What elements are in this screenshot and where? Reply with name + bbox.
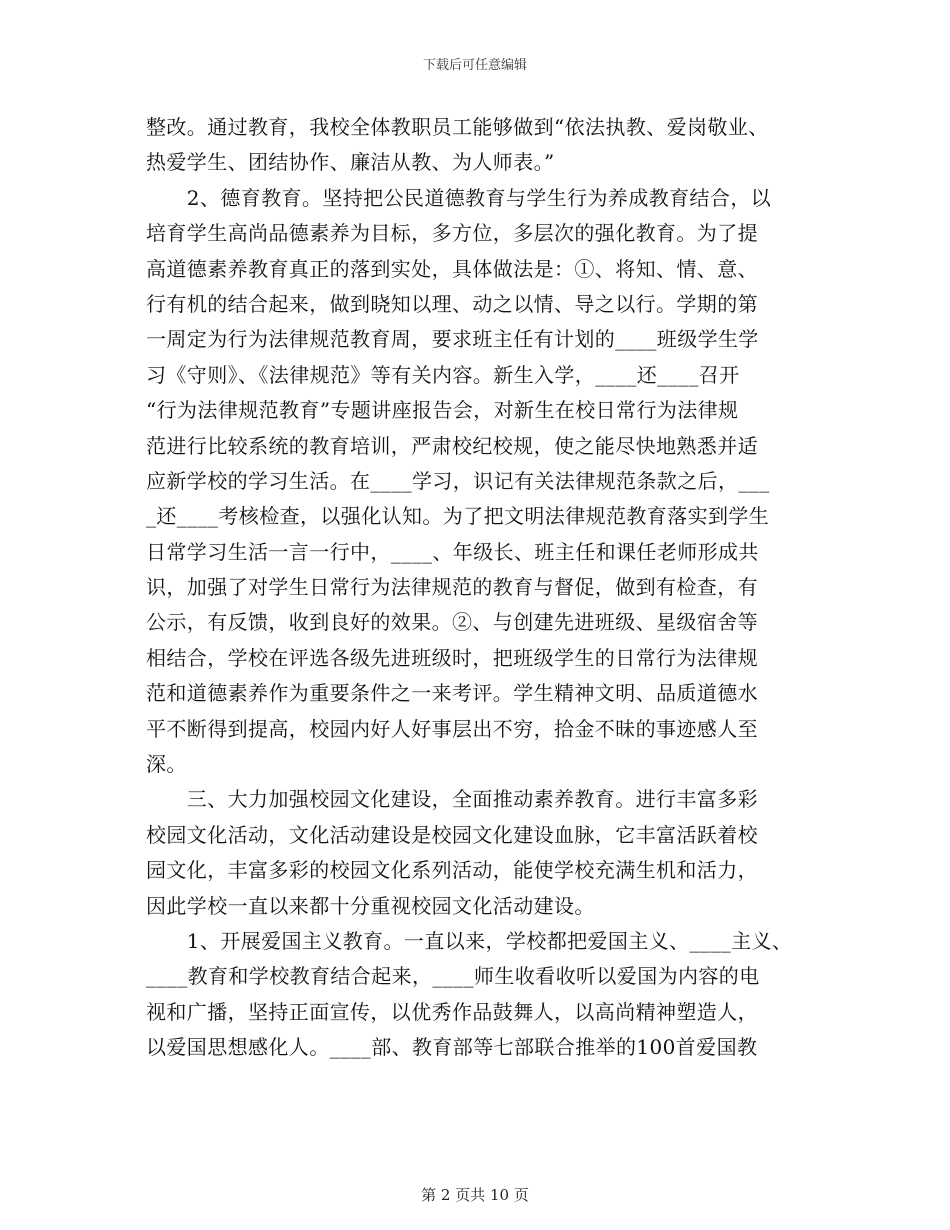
text-line: 一周定为行为法律规范教育周，要求班主任有计划的____班级学生学	[146, 327, 759, 352]
text-line: 范进行比较系统的教育培训，严肃校纪校规，使之能尽快地熟悉并适	[146, 433, 758, 458]
text-line: 2、德育教育。坚持把公民道德教育与学生行为养成教育结合，以	[146, 185, 772, 210]
text-line: “行为法律规范教育”专题讲座报告会，对新生在校日常行为法律规	[146, 398, 739, 423]
text-line: 园文化，丰富多彩的校园文化系列活动，能使学校充满生机和活力，	[146, 858, 758, 883]
text-line: 行有机的结合起来，做到晓知以理、动之以情、导之以行。学期的第	[146, 291, 758, 316]
text-line: 深。	[146, 752, 187, 777]
text-line: _还____考核检查，以强化认知。为了把文明法律规范教育落实到学生	[146, 504, 770, 529]
text-line: 日常学习生活一言一行中，____、年级长、班主任和课任老师形成共	[146, 539, 759, 564]
text-line: 应新学校的学习生活。在____学习，识记有关法律规范条款之后，___	[146, 468, 770, 493]
text-line: 因此学校一直以来都十分重视校园文化活动建设。	[146, 893, 595, 918]
text-line: ____教育和学校教育结合起来，____师生收看收听以爱国为内容的电	[146, 964, 760, 989]
text-line: 视和广播，坚持正面宣传，以优秀作品鼓舞人，以高尚精神塑造人，	[146, 999, 758, 1024]
text-line: 公示，有反馈，收到良好的效果。②、与创建先进班级、星级宿舍等	[146, 610, 758, 635]
text-line: 1、开展爱国主义教育。一直以来，学校都把爱国主义、____主义、	[146, 928, 793, 953]
text-line: 三、大力加强校园文化建设，全面推动素养教育。进行丰富多彩	[146, 787, 758, 812]
text-line: 以爱国思想感化人。____部、教育部等七部联合推举的100首爱国教	[146, 1035, 758, 1060]
page-number-footer: 第 2 页共 10 页	[421, 1186, 529, 1204]
text-line: 平不断得到提高，校园内好人好事层出不穷，拾金不昧的事迹感人至	[146, 716, 758, 741]
text-line: 习《守则》、《法律规范》等有关内容。新生入学，____还____召开	[146, 362, 740, 387]
text-line: 整改。通过教育，我校全体教职员工能够做到“依法执教、爱岗敬业、	[146, 115, 769, 139]
text-line: 相结合，学校在评选各级先进班级时，把班级学生的日常行为法律规	[146, 645, 758, 670]
text-line: 校园文化活动，文化活动建设是校园文化建设血脉，它丰富活跃着校	[146, 822, 758, 847]
text-line: 范和道德素养作为重要条件之一来考评。学生精神文明、品质道德水	[146, 681, 758, 706]
text-line: 高道德素养教育真正的落到实处，具体做法是：①、将知、情、意、	[146, 256, 758, 281]
text-line: 识，加强了对学生日常行为法律规范的教育与督促，做到有检查，有	[146, 575, 758, 600]
text-line: 培育学生高尚品德素养为目标，多方位，多层次的强化教育。为了提	[146, 221, 758, 246]
document-body	[146, 110, 826, 1066]
page-header: 下载后可任意编辑	[422, 58, 527, 73]
text-line: 热爱学生、团结协作、廉洁从教、为人师表。”	[146, 150, 555, 175]
